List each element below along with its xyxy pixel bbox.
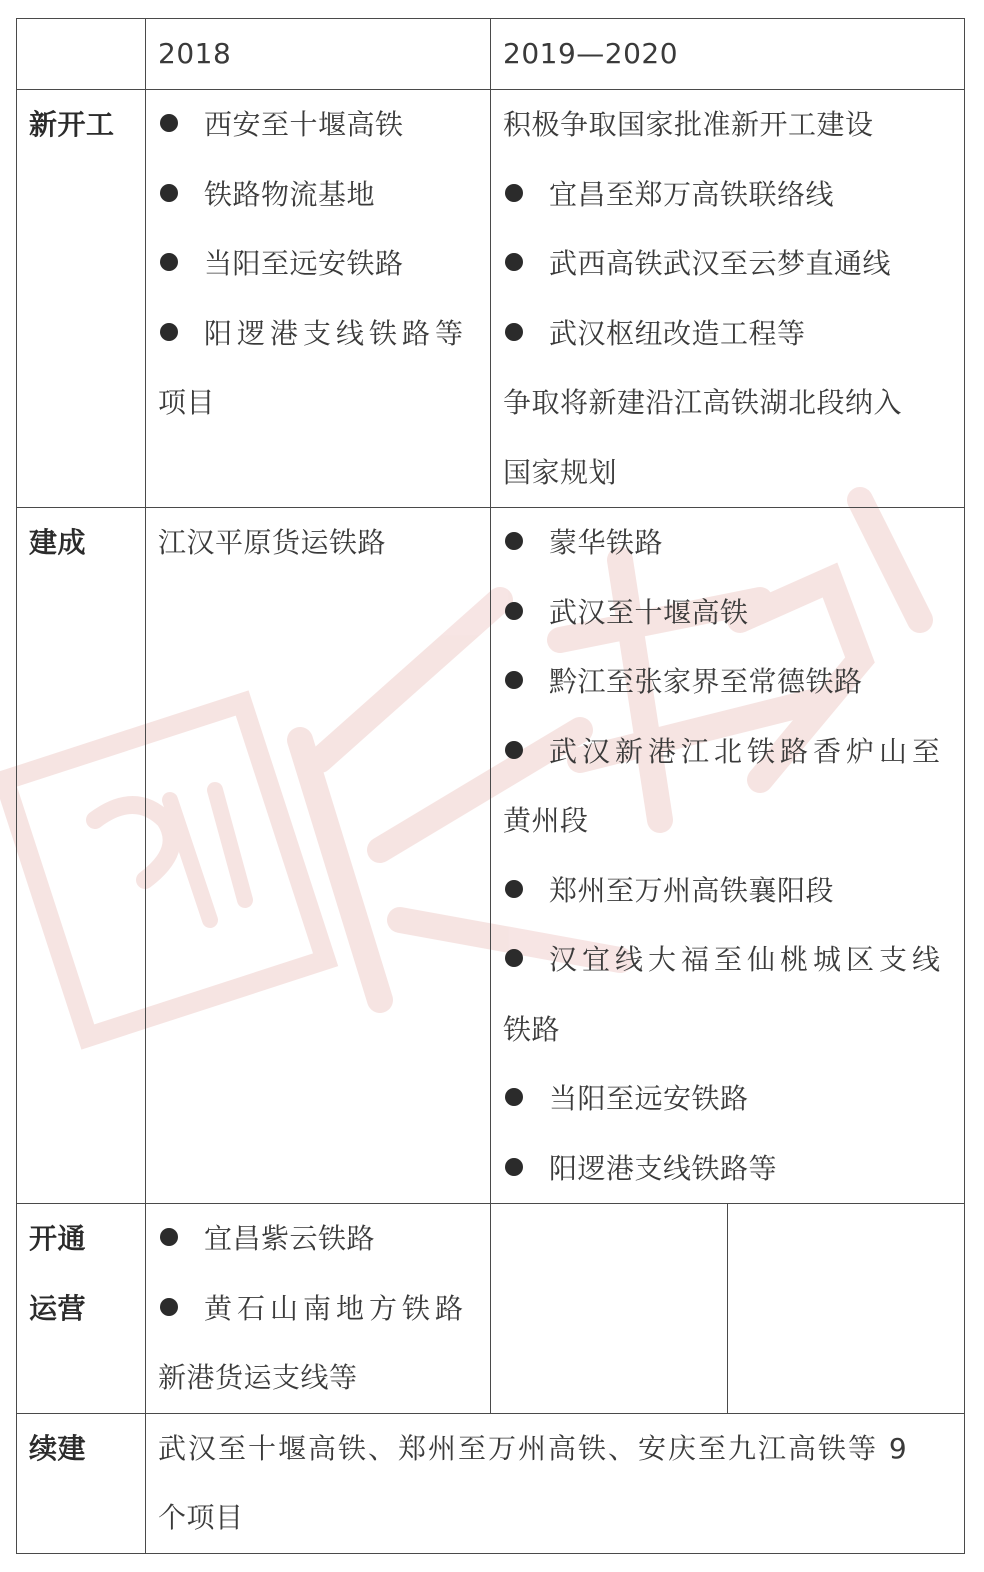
open-2019-cell-b bbox=[728, 1204, 965, 1414]
bullet-icon bbox=[505, 602, 523, 620]
list-item: 当阳至远安铁路 bbox=[503, 1064, 952, 1134]
list-item: 汉宜线大福至仙桃城区支线 bbox=[503, 925, 952, 995]
row-label-open: 开通 运营 bbox=[17, 1204, 146, 1414]
rail-plan-table bbox=[16, 18, 965, 1554]
list-item: 宜昌至郑万高铁联络线 bbox=[503, 160, 952, 230]
start-2018-cell bbox=[146, 90, 491, 508]
row-built bbox=[17, 508, 965, 1204]
list-item: 黔江至张家界至常德铁路 bbox=[503, 647, 952, 717]
list-item: 武汉新港江北铁路香炉山至 bbox=[503, 717, 952, 787]
list-item: 西安至十堰高铁 bbox=[158, 90, 478, 160]
list-item: 武西高铁武汉至云梦直通线 bbox=[503, 229, 952, 299]
bullet-icon bbox=[160, 323, 178, 341]
built-2018-cell bbox=[146, 508, 491, 1204]
bullet-icon bbox=[160, 184, 178, 202]
list-item: 阳逻港支线铁路等 bbox=[503, 1134, 952, 1204]
continue-cell bbox=[146, 1413, 965, 1553]
bullet-icon bbox=[505, 323, 523, 341]
bullet-icon bbox=[505, 184, 523, 202]
bullet-icon bbox=[160, 1298, 178, 1316]
list-item: 郑州至万州高铁襄阳段 bbox=[503, 856, 952, 926]
continue-text-cont: 个项目 bbox=[158, 1501, 244, 1534]
bullet-icon bbox=[160, 1228, 178, 1246]
list-item-wrap: 铁路 bbox=[503, 1012, 561, 1046]
start-2019-intro: 积极争取国家批准新开工建设 bbox=[503, 108, 874, 141]
list-item: 武汉至十堰高铁 bbox=[503, 578, 952, 648]
list-item: 阳逻港支线铁路等 bbox=[158, 299, 478, 369]
header-2018: 2018 bbox=[146, 19, 491, 90]
bullet-icon bbox=[160, 253, 178, 271]
bullet-icon bbox=[505, 949, 523, 967]
start-2019-note: 争取将新建沿江高铁湖北段纳入 bbox=[503, 386, 903, 419]
start-2019-cell bbox=[491, 90, 965, 508]
row-continue bbox=[17, 1413, 965, 1553]
list-item: 黄石山南地方铁路 bbox=[158, 1274, 478, 1344]
start-2019-note-cont: 国家规划 bbox=[503, 455, 618, 489]
row-label-start: 新开工 bbox=[17, 90, 146, 508]
bullet-icon bbox=[505, 671, 523, 689]
list-item: 宜昌紫云铁路 bbox=[158, 1204, 478, 1274]
built-2019-cell bbox=[491, 508, 965, 1204]
built-2018-text: 江汉平原货运铁路 bbox=[158, 526, 387, 559]
bullet-icon bbox=[505, 1088, 523, 1106]
row-open bbox=[17, 1204, 965, 1414]
list-item-wrap: 黄州段 bbox=[503, 804, 589, 837]
list-item: 武汉枢纽改造工程等 bbox=[503, 299, 952, 369]
bullet-icon bbox=[505, 253, 523, 271]
bullet-icon bbox=[505, 532, 523, 550]
corner-cell bbox=[17, 19, 146, 90]
list-item: 当阳至远安铁路 bbox=[158, 229, 478, 299]
list-item: 铁路物流基地 bbox=[158, 160, 478, 230]
row-start bbox=[17, 90, 965, 508]
continue-text: 武汉至十堰高铁、郑州至万州高铁、安庆至九江高铁等 9 bbox=[158, 1431, 909, 1465]
list-tail: 项目 bbox=[158, 386, 216, 419]
list-tail: 新港货运支线等 bbox=[158, 1361, 358, 1394]
header-2019-2020: 2019—2020 bbox=[491, 19, 965, 90]
open-2019-cell-a bbox=[491, 1204, 728, 1414]
bullet-icon bbox=[160, 114, 178, 132]
bullet-icon bbox=[505, 880, 523, 898]
header-row bbox=[17, 19, 965, 90]
row-label-built: 建成 bbox=[17, 508, 146, 1204]
bullet-icon bbox=[505, 741, 523, 759]
list-item: 蒙华铁路 bbox=[503, 508, 952, 578]
open-2018-cell bbox=[146, 1204, 491, 1414]
bullet-icon bbox=[505, 1158, 523, 1176]
row-label-continue: 续建 bbox=[17, 1413, 146, 1553]
